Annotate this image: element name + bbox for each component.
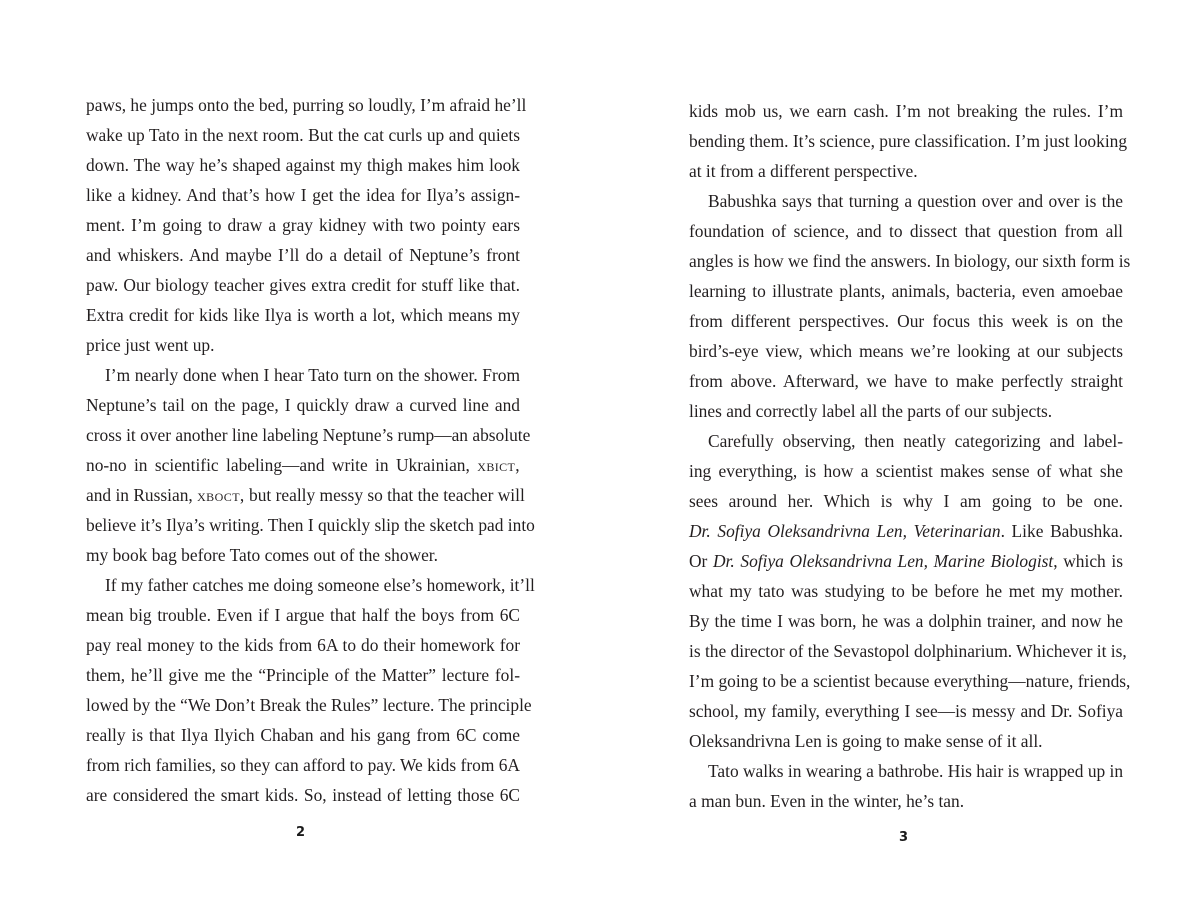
page-number: 3 xyxy=(899,830,909,845)
text-line: bending them. It’s science, pure classification. I’m just looking xyxy=(689,131,1128,151)
italic-title: Dr. Sofiya Oleksandrivna Len, Veterinarian xyxy=(689,521,1001,541)
text-line: foundation of science, and to dissect that question from all xyxy=(689,221,1123,241)
line-text: , which is xyxy=(1053,551,1123,571)
text-line xyxy=(86,480,525,510)
text-line: ing everything, is how a scientist makes sense of what she xyxy=(689,461,1123,481)
ukrainian-word: хвіст, xyxy=(477,455,520,475)
text-line: really is that Ilya Ilyich Chaban and his gang from 6C come xyxy=(86,725,520,745)
text-line: is the director of the Sevastopol dolphinarium. Whichever it is, xyxy=(689,641,1127,661)
text-line xyxy=(689,516,1123,546)
line-text: but really messy so that the teacher will xyxy=(244,485,525,505)
text-line: from rich families, so they can afford to pay. We kids from 6A xyxy=(86,755,520,775)
text-line: what my tato was studying to be before he met my mother. xyxy=(689,581,1123,601)
text-line: at it from a different perspective. xyxy=(689,161,918,181)
text-line: Extra credit for kids like Ilya is worth a lot, which means my xyxy=(86,305,520,325)
text-line: kids mob us, we earn cash. I’m not breaking the rules. I’m xyxy=(689,101,1123,121)
text-line: are considered the smart kids. So, instead of letting those 6C xyxy=(86,785,520,805)
text-line: Tato walks in wearing a bathrobe. His hair is wrapped up in xyxy=(708,761,1124,781)
page-number: 2 xyxy=(296,825,306,840)
text-line: and whiskers. And maybe I’ll do a detail of Neptune’s front xyxy=(86,245,520,265)
text-line: school, my family, everything I see—is messy and Dr. Sofiya xyxy=(689,701,1123,721)
text-line: them, he’ll give me the “Principle of the Matter” lecture fol- xyxy=(86,665,520,685)
text-line: from different perspectives. Our focus this week is on the xyxy=(689,311,1123,331)
right-page-text xyxy=(689,96,1131,816)
text-line: paw. Our biology teacher gives extra credit for stuff like that. xyxy=(86,275,520,295)
text-line: Carefully observing, then neatly categorizing and label- xyxy=(708,431,1123,451)
text-line: lines and correctly label all the parts of our subjects. xyxy=(689,401,1053,421)
left-page-text xyxy=(86,90,535,810)
line-text: Or xyxy=(689,551,713,571)
italic-title: Dr. Sofiya Oleksandrivna Len, Marine Biologist xyxy=(713,551,1054,571)
text-line xyxy=(86,450,520,480)
text-line: Neptune’s tail on the page, I quickly draw a curved line and xyxy=(86,395,520,415)
text-line: cross it over another line labeling Neptune’s rump—an absolute xyxy=(86,425,531,445)
text-line: ment. I’m going to draw a gray kidney with two pointy ears xyxy=(86,215,520,235)
text-line: sees around her. Which is why I am going to be one. xyxy=(689,491,1123,511)
line-text: . Like Babushka. xyxy=(1000,521,1123,541)
text-line xyxy=(689,546,1123,576)
text-line: from above. Afterward, we have to make perfectly straight xyxy=(689,371,1123,391)
text-line: I’m going to be a scientist because everything—nature, friends, xyxy=(689,671,1131,691)
text-line: learning to illustrate plants, animals, bacteria, even amoebae xyxy=(689,281,1123,301)
text-line: By the time I was born, he was a dolphin trainer, and now he xyxy=(689,611,1123,631)
text-line: like a kidney. And that’s how I get the idea for Ilya’s assign- xyxy=(86,185,520,205)
line-text: and in Russian, xyxy=(86,485,198,505)
text-line: price just went up. xyxy=(86,335,215,355)
text-line: my book bag before Tato comes out of the shower. xyxy=(86,545,438,565)
text-line: wake up Tato in the next room. But the cat curls up and quiets xyxy=(86,125,520,145)
text-line: Babushka says that turning a question over and over is the xyxy=(708,191,1123,211)
russian-word: хвост, xyxy=(197,485,245,505)
text-line: lowed by the “We Don’t Break the Rules” lecture. The principle xyxy=(86,695,532,715)
text-line: Oleksandrivna Len is going to make sense of it all. xyxy=(689,731,1043,751)
text-line: I’m nearly done when I hear Tato turn on the shower. From xyxy=(105,365,520,385)
text-line: believe it’s Ilya’s writing. Then I quickly slip the sketch pad into xyxy=(86,515,535,535)
text-line: paws, he jumps onto the bed, purring so loudly, I’m afraid he’ll xyxy=(86,95,527,115)
text-line: mean big trouble. Even if I argue that half the boys from 6C xyxy=(86,605,520,625)
text-line: down. The way he’s shaped against my thigh makes him look xyxy=(86,155,520,175)
text-line: bird’s-eye view, which means we’re looking at our subjects xyxy=(689,341,1123,361)
line-text: no-no in scientific labeling—and write in Ukrainian, xyxy=(86,455,478,475)
text-line: angles is how we find the answers. In biology, our sixth form is xyxy=(689,251,1131,271)
text-line: a man bun. Even in the winter, he’s tan. xyxy=(689,791,965,811)
text-line: If my father catches me doing someone else’s homework, it’ll xyxy=(105,575,535,595)
right-page xyxy=(600,0,1200,898)
text-line: pay real money to the kids from 6A to do their homework for xyxy=(86,635,520,655)
